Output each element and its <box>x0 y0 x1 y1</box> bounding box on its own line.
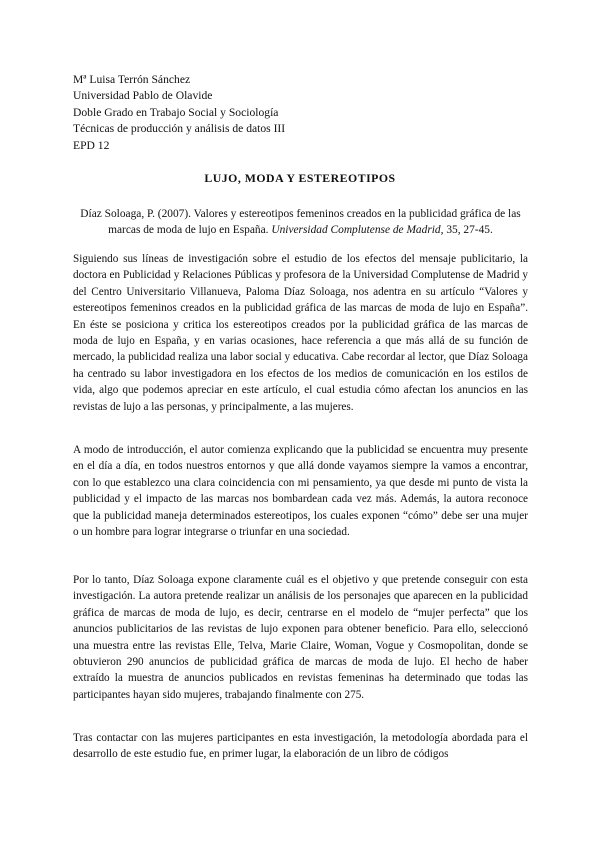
degree-name: Doble Grado en Trabajo Social y Sociología <box>73 105 279 119</box>
body-paragraph-4: Tras contactar con las mujeres participantes en esta investigación, la metodología abordada para el desarrollo de este estudio fue, en primer lugar, la elaboración de un libro de códigos <box>73 732 528 761</box>
body-paragraph-3: Por lo tanto, Díaz Soloaga expone claramente cuál es el objetivo y que pretende conseguir con esta investigación. La autora pretende realizar un análisis de los personajes que aparecen en la publicidad gráfica de marcas de moda de lujo, es decir, centrarse en el modelo de “mujer perfecta” que los anuncios publicitarios de las revistas de lujo exponen para obtener beneficio. Para ello, seleccionó una muestra entre las revistas Elle, Telva, Marie Claire, Woman, Vogue y Cosmopolitan, donde se obtuvieron 290 anuncios de publicidad gráfica de marcas de moda de lujo. El hecho de haber extraído la muestra de anuncios publicados en revistas femeninas ha determinado que todas las participantes hayan sido mujeres, trabajando finalmente con 275. <box>73 574 528 701</box>
bibliographic-reference <box>73 207 528 238</box>
reference-pages: 35, 27-45. <box>446 223 493 236</box>
reference-main: Díaz Soloaga, P. (2007). Valores y estereotipos femeninos creados en la publicidad gráfica de las marcas de moda de lujo en España. <box>80 208 521 236</box>
body-paragraph-2: A modo de introducción, el autor comienza explicando que la publicidad se encuentra muy presente en el día a día, en todos nuestros entornos y que allá donde vayamos siempre la vamos a encontrar, con lo que establezco una clara coincidencia con mi pensamiento, ya que desde mi punto de vista la publicidad y el impacto de las marcas nos bombardean cada vez más. Además, la autora reconoce que la publicidad maneja determinados estereotipos, los cuales exponen “cómo” debe ser una mujer o un hombre para lograr integrarse o triunfar en una sociedad. <box>73 444 528 539</box>
course-name: Técnicas de producción y análisis de datos III <box>73 122 286 136</box>
reference-journal: Universidad Complutense de Madrid, <box>271 223 444 236</box>
body-paragraph-1: Siguiendo sus líneas de investigación sobre el estudio de los efectos del mensaje publicitario, la doctora en Publicidad y Relaciones Públicas y profesora de la Universidad Complutense de Madrid y del Centro Universitario Villanueva, Paloma Díaz Soloaga, nos adentra en su artículo “Valores y estereotipos femeninos creados en la publicidad gráfica de las marcas de moda de lujo en España”. En éste se posiciona y critica los estereotipos creados por la publicidad gráfica de las marcas de moda de lujo en España, y en varias ocasiones, hace referencia a que más allá de su función de mercado, la publicidad realiza una labor social y educativa. Cabe recordar al lector, que Díaz Soloaga ha centrado su labor investigadora en los efectos de los medios de comunicación en los estilos de vida, algo que podemos apreciar en este artículo, el cual estudia cómo afectan los anuncios en las revistas de lujo a las personas, y principalmente, a las mujeres. <box>73 253 528 413</box>
university-name: Universidad Pablo de Olavide <box>73 89 213 103</box>
epd-label: EPD 12 <box>73 138 110 152</box>
author-header <box>73 72 285 154</box>
author-name: Mª Luisa Terrón Sánchez <box>73 73 191 86</box>
document-title: LUJO, MODA Y ESTEREOTIPOS <box>204 171 396 185</box>
